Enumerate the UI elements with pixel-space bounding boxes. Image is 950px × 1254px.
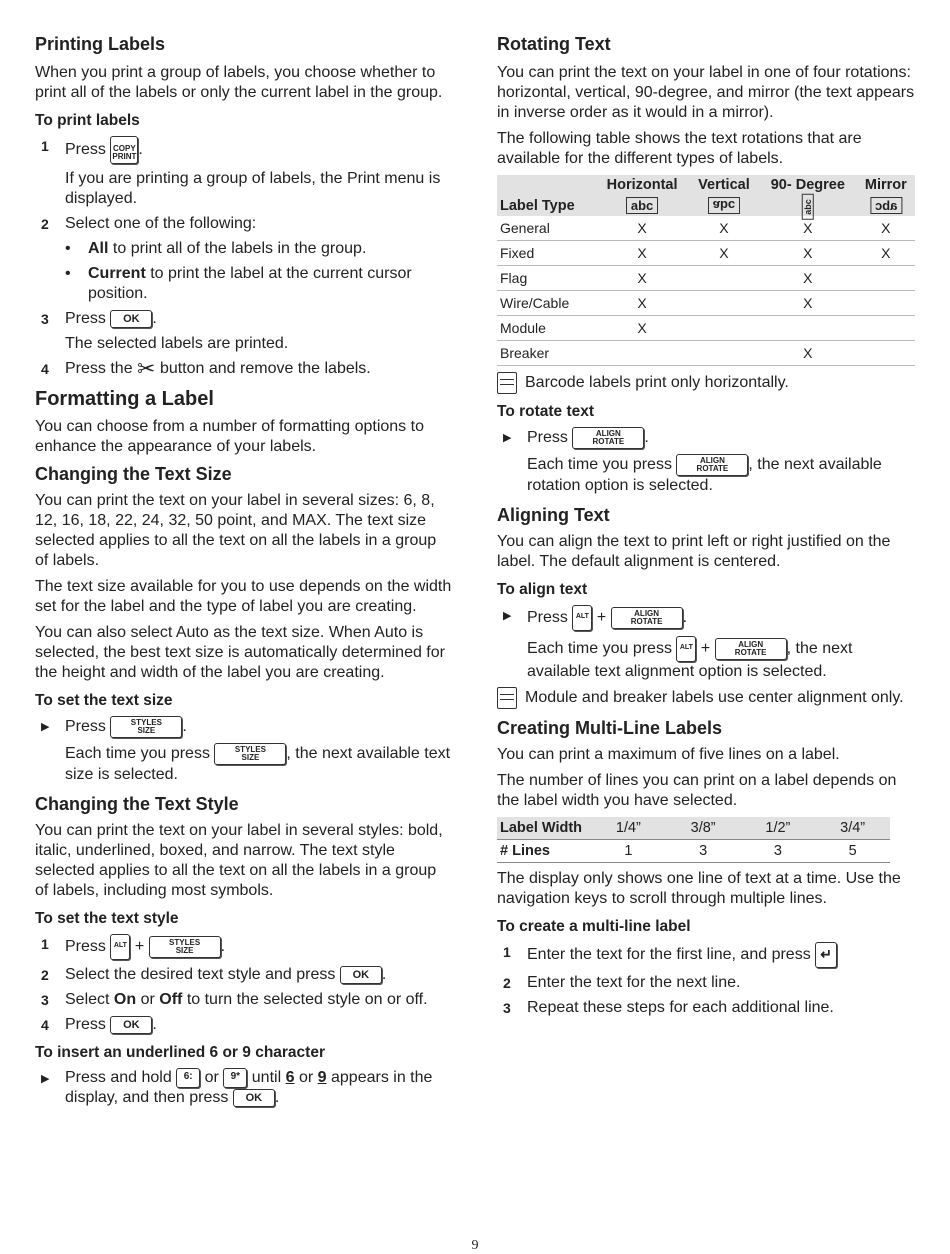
lw-header-lines: # Lines — [500, 843, 550, 859]
triangle-bullet-icon: ▶ — [503, 432, 512, 444]
rotation-cell: X — [857, 216, 915, 241]
rotation-cell: X — [759, 241, 857, 266]
rotation-cell — [595, 341, 689, 366]
procedure-align: To align text — [497, 581, 588, 598]
rotation-header-90: 90- Degree — [759, 175, 857, 195]
procedure-multiline: To create a multi-line label — [497, 918, 691, 935]
alt-key-icon: ALT — [572, 605, 592, 631]
triangle-bullet-icon: ▶ — [41, 1073, 50, 1086]
size-p3: You can also select Auto as the text size. When Auto is selected, the best text size is automatically determined for the height and width of the label you are creating. — [35, 624, 445, 682]
procedure-print-labels: To print labels — [35, 112, 140, 129]
lw-width: 3/4” — [840, 820, 866, 836]
rotation-row — [497, 241, 915, 266]
align-each: Each time you press ALT + ALIGN ROTATE , the next available text alignment option is selected. — [497, 636, 915, 682]
procedure-rotate: To rotate text — [497, 403, 595, 420]
style-step-1: 1 Press ALT + STYLES SIZE . — [35, 934, 453, 960]
print-step-1-note: If you are printing a group of labels, the Print menu is displayed. — [65, 170, 441, 207]
align-rotate-key-icon: ALIGN ROTATE — [676, 454, 748, 476]
section-title-printing: Printing Labels — [35, 34, 166, 54]
rotation-cell: X — [689, 241, 759, 266]
rotation-cell: X — [759, 216, 857, 241]
rotating-p2: The following table shows the text rotations that are available for the different types of labels. — [497, 130, 862, 167]
copy-print-key-icon: COPY PRINT — [110, 136, 138, 164]
align-rotate-key-icon: ALIGN ROTATE — [715, 638, 787, 660]
rotation-cell — [689, 291, 759, 316]
lw-lines: 5 — [848, 843, 857, 859]
rotation-cell: X — [595, 266, 689, 291]
rotation-cell: X — [759, 291, 857, 316]
alignment-note: Module and breaker labels use center alignment only. — [497, 687, 915, 709]
left-column — [35, 33, 453, 1113]
sample-horizontal: abc — [626, 197, 658, 214]
lw-lines: 1 — [624, 843, 633, 859]
size-each: Each time you press STYLES SIZE , the next available text size is selected. — [65, 745, 451, 784]
rotation-cell — [857, 341, 915, 366]
ok-key-icon: OK — [110, 310, 152, 328]
rotation-label-type: Flag — [497, 266, 595, 291]
rotation-label-type: Wire/Cable — [497, 291, 595, 316]
rotation-table — [497, 175, 915, 366]
lw-lines: 3 — [699, 843, 708, 859]
print-step-4: 4 Press the ✂ button and remove the labels. — [41, 356, 371, 381]
rotate-each: Each time you press ALIGN ROTATE , the next available rotation option is selected. — [527, 456, 882, 494]
alt-key-icon: ALT — [110, 934, 130, 960]
rotation-header-vertical: Vertical — [689, 175, 759, 195]
rotation-cell: X — [595, 291, 689, 316]
print-step-1: 1 Press COPY PRINT . — [35, 136, 453, 164]
rotation-cell — [857, 291, 915, 316]
scissors-cut-icon: ✂ — [137, 356, 156, 381]
rotation-cell — [857, 316, 915, 341]
rotation-header-mirror: Mirror — [857, 175, 915, 195]
rotation-row — [497, 216, 915, 241]
multiline-p2: The number of lines you can print on a label depends on the label width you have selected. — [497, 772, 897, 809]
rotation-label-type: Breaker — [497, 341, 595, 366]
rotation-cell: X — [759, 266, 857, 291]
sample-mirror: abc — [870, 197, 902, 214]
style-step-2: 2 Select the desired text style and press OK . — [41, 966, 387, 984]
rotation-cell: X — [595, 316, 689, 341]
rotation-label-type: Module — [497, 316, 595, 341]
procedure-underline: To insert an underlined 6 or 9 character — [35, 1044, 325, 1062]
triangle-bullet-icon: ▶ — [503, 610, 512, 622]
six-key-icon: 6: — [176, 1068, 200, 1088]
section-title-formatting: Formatting a Label — [35, 388, 214, 411]
nine-key-icon: 9* — [223, 1068, 247, 1088]
multiline-p1: You can print a maximum of five lines on a label. — [497, 746, 840, 763]
rotation-cell — [689, 316, 759, 341]
sample-vertical: abc — [708, 197, 740, 214]
triangle-bullet-icon: ▶ — [41, 721, 50, 734]
rotation-cell: X — [689, 216, 759, 241]
page-number: 9 — [471, 1238, 479, 1253]
multiline-step-2: 2 Enter the text for the next line. — [503, 974, 741, 991]
lw-width: 3/8” — [690, 820, 716, 836]
size-p2: The text size available for you to use depends on the width set for the label and the type of label you are creating. — [35, 578, 452, 616]
ok-key-icon: OK — [340, 966, 382, 984]
lw-header-width: Label Width — [500, 820, 583, 836]
size-step: ▶ Press STYLES SIZE . — [35, 716, 453, 738]
style-step-4: 4 Press OK . — [41, 1016, 157, 1034]
ok-key-icon: OK — [110, 1016, 152, 1034]
print-step-3-note: The selected labels are printed. — [65, 335, 289, 352]
underline-step: ▶ Press and hold 6: or 9* until 6 or 9 appears in the display, and then press OK . — [41, 1069, 433, 1107]
style-step-3: 3 Select On or Off to turn the selected style on or off. — [41, 991, 428, 1009]
section-title-multiline: Creating Multi-Line Labels — [497, 718, 723, 738]
rotation-header-horizontal: Horizontal — [595, 175, 689, 195]
rotation-cell: X — [759, 341, 857, 366]
print-step-3: 3 Press OK . — [41, 310, 157, 327]
lw-width: 1/2” — [765, 820, 791, 836]
right-column — [497, 33, 915, 1023]
rotation-row — [497, 291, 915, 316]
section-title-style: Changing the Text Style — [35, 794, 239, 815]
section-title-size: Changing the Text Size — [35, 464, 232, 485]
size-p1: You can print the text on your label in several sizes: 6, 8, 12, 16, 18, 22, 24, 32, 50 point, and MAX. The text size selected applies to all the text on all the labels in a group of labels. — [35, 492, 437, 570]
styles-size-key-icon: STYLES SIZE — [149, 936, 221, 958]
lw-width: 1/4” — [615, 820, 641, 836]
style-p1: You can print the text on your label in several styles: bold, italic, underlined, boxed, and narrow. The text style selected applies to all the text on all the labels in a group of labels, including most symbols. — [35, 822, 443, 900]
label-width-table — [497, 817, 890, 863]
section-title-rotating: Rotating Text — [497, 34, 611, 54]
rotation-cell — [689, 341, 759, 366]
rotation-row — [497, 316, 915, 341]
multiline-step-3: 3 Repeat these steps for each additional line. — [503, 999, 834, 1016]
rotation-row — [497, 266, 915, 291]
option-current: • Current to print the label at the current cursor position. — [65, 265, 412, 302]
alt-key-icon: ALT — [676, 636, 696, 662]
rotation-cell: X — [595, 241, 689, 266]
sample-90-degree: abc — [802, 194, 814, 220]
aligning-p1: You can align the text to print left or right justified on the label. The default alignment is centered. — [497, 533, 891, 570]
barcode-note: Barcode labels print only horizontally. — [497, 372, 915, 394]
rotation-row — [497, 341, 915, 366]
styles-size-key-icon: STYLES SIZE — [214, 743, 286, 765]
printing-intro: When you print a group of labels, you choose whether to print all of the labels or only the current label in the group. — [35, 64, 443, 101]
rotation-cell: X — [857, 241, 915, 266]
rotation-label-type: Fixed — [497, 241, 595, 266]
align-rotate-key-icon: ALIGN ROTATE — [572, 427, 644, 449]
styles-size-key-icon: STYLES SIZE — [110, 716, 182, 738]
procedure-text-style: To set the text style — [35, 910, 179, 928]
note-icon — [497, 687, 517, 709]
multiline-p3: The display only shows one line of text at a time. Use the navigation keys to scroll through multiple lines. — [497, 870, 901, 907]
rotation-label-type: General — [497, 216, 595, 241]
section-title-aligning: Aligning Text — [497, 505, 610, 525]
rotate-step: ▶ Press ALIGN ROTATE . — [497, 427, 915, 449]
formatting-intro: You can choose from a number of formatting options to enhance the appearance of your labels. — [35, 418, 424, 456]
rotation-header-labeltype: Label Type — [497, 175, 595, 216]
align-rotate-key-icon: ALIGN ROTATE — [611, 607, 683, 629]
option-all: • All to print all of the labels in the group. — [65, 240, 367, 257]
lw-lines: 3 — [773, 843, 782, 859]
rotation-cell — [759, 316, 857, 341]
print-step-2: 2 Select one of the following: — [41, 215, 257, 232]
multiline-step-1: 1 Enter the text for the first line, and press ↵ — [497, 942, 915, 968]
rotation-cell: X — [595, 216, 689, 241]
rotating-p1: You can print the text on your label in one of four rotations: horizontal, vertical, 90-degree, and mirror (the text appears in inverse order as it would in a mirror). — [497, 64, 915, 121]
enter-key-icon: ↵ — [815, 942, 837, 968]
procedure-text-size: To set the text size — [35, 692, 173, 710]
rotation-cell — [689, 266, 759, 291]
note-icon — [497, 372, 517, 394]
ok-key-icon: OK — [233, 1089, 275, 1107]
align-step: ▶ Press ALT + ALIGN ROTATE . — [497, 605, 915, 631]
rotation-cell — [857, 266, 915, 291]
